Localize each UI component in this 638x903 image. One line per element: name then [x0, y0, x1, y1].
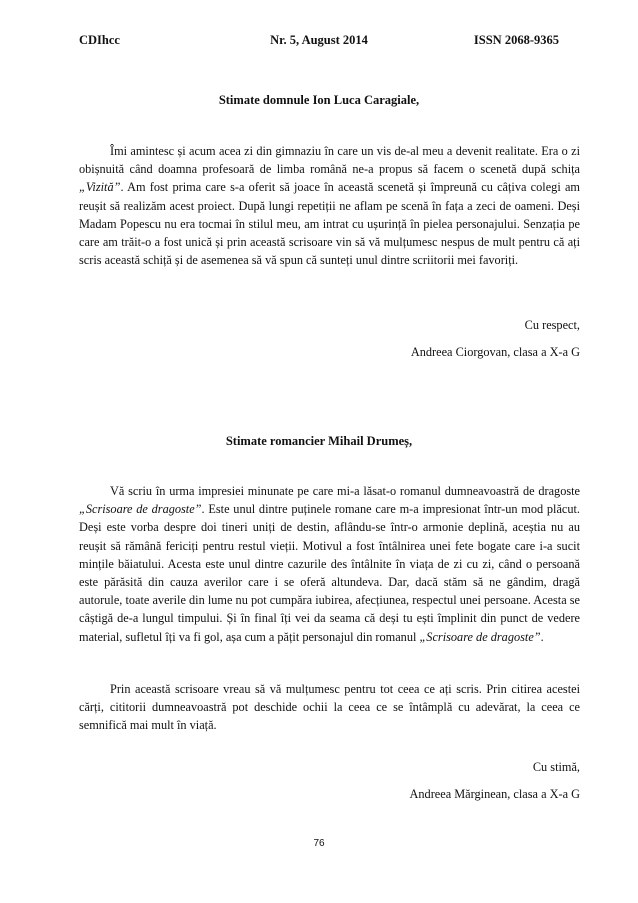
page-header	[79, 33, 559, 53]
letter-2-closing: Cu stimă,	[532, 760, 580, 774]
letter-2-title: Stimate romancier Mihail Drumeș,	[225, 434, 413, 448]
work-title: „Vizită”	[79, 180, 121, 195]
page-number: 76	[313, 838, 325, 849]
letter-2-paragraph-1: Vă scriu în urma impresiei minunate pe care mi-a lăsat-o romanul dumneavoastră de dragoste „Scrisoare de dragoste”. Este unul dintre puținele romane care m-a impresionat într-un mod plăcut. Deși este vorba despre doi tineri uniți de destin, aflându-se într-o armonie deplină, aceștia nu au reușit să rămână fericiți pentru restul vieții. Motivul a fost întâlnirea unei fete bogate care i-a sucit mințile băiatului. Acesta este unul dintre cazurile des întâlnite în viața de zi cu zi, când o persoană este părăsită din cauza averilor care i se oferă altundeva. Dar, dacă stăm să ne gândim, dragă autorule, toate averile din lume nu pot cumpăra iubirea, afecțiunea, respectul unei persoane. Acesta se câștigă de-a lungul timpului. Și în final îți vei da seama că deși tu ești împlinit din punct de vedere material, sufletul îți va fi gol, așa cum a pățit personajul din romanul „Scrisoare de dragoste”.	[79, 484, 581, 644]
issn: ISSN 2068-9365	[473, 33, 559, 47]
letter-2-signature: Andreea Mărginean, clasa a X-a G	[409, 787, 580, 801]
issue-number: Nr. 5, August 2014	[270, 33, 368, 47]
letter-1-signature: Andreea Ciorgovan, clasa a X-a G	[410, 345, 580, 359]
letter-1-paragraph-1: Îmi amintesc și acum acea zi din gimnaziu în care un vis de-al meu a devenit realitate. Era o zi obișnuită când doamna profesoară de limba română ne-a propus să facem o scenetă după schița „Vizită”. Am fost prima care s-a oferit să joace în această scenetă și împreună cu câțiva colegi am reușit să realizăm acest proiect. După lungi repetiții ne aflam pe scenă în fața a zeci de oameni. Deși Madam Popescu nu era tocmai în stilul meu, am intrat cu ușurință în pielea personajului. Senzația pe care am trăit-o a fost unică și prin această scrisoare vin să vă mulțumesc nespus de mult pentru că ați scris această schiță și de asemenea să vă spun că sunteți unul dintre scriitorii mei favoriți.	[79, 144, 580, 268]
letter-1-title: Stimate domnule Ion Luca Caragiale,	[218, 93, 420, 107]
letter-2-paragraph-2: Prin această scrisoare vreau să vă mulțumesc pentru tot ceea ce ați scris. Prin citirea acestei cărți, cititorii dumneavoastră pot deschide ochii la ceea ce se întâmplă cu adevărat, la ceea ce semnifică mai mult în viață.	[79, 682, 580, 733]
work-title: „Scrisoare de dragoste”	[419, 629, 541, 644]
journal-name: CDIhcc	[79, 33, 120, 47]
letter-1-closing: Cu respect,	[524, 318, 580, 332]
work-title: „Scrisoare de dragoste”	[79, 502, 202, 517]
